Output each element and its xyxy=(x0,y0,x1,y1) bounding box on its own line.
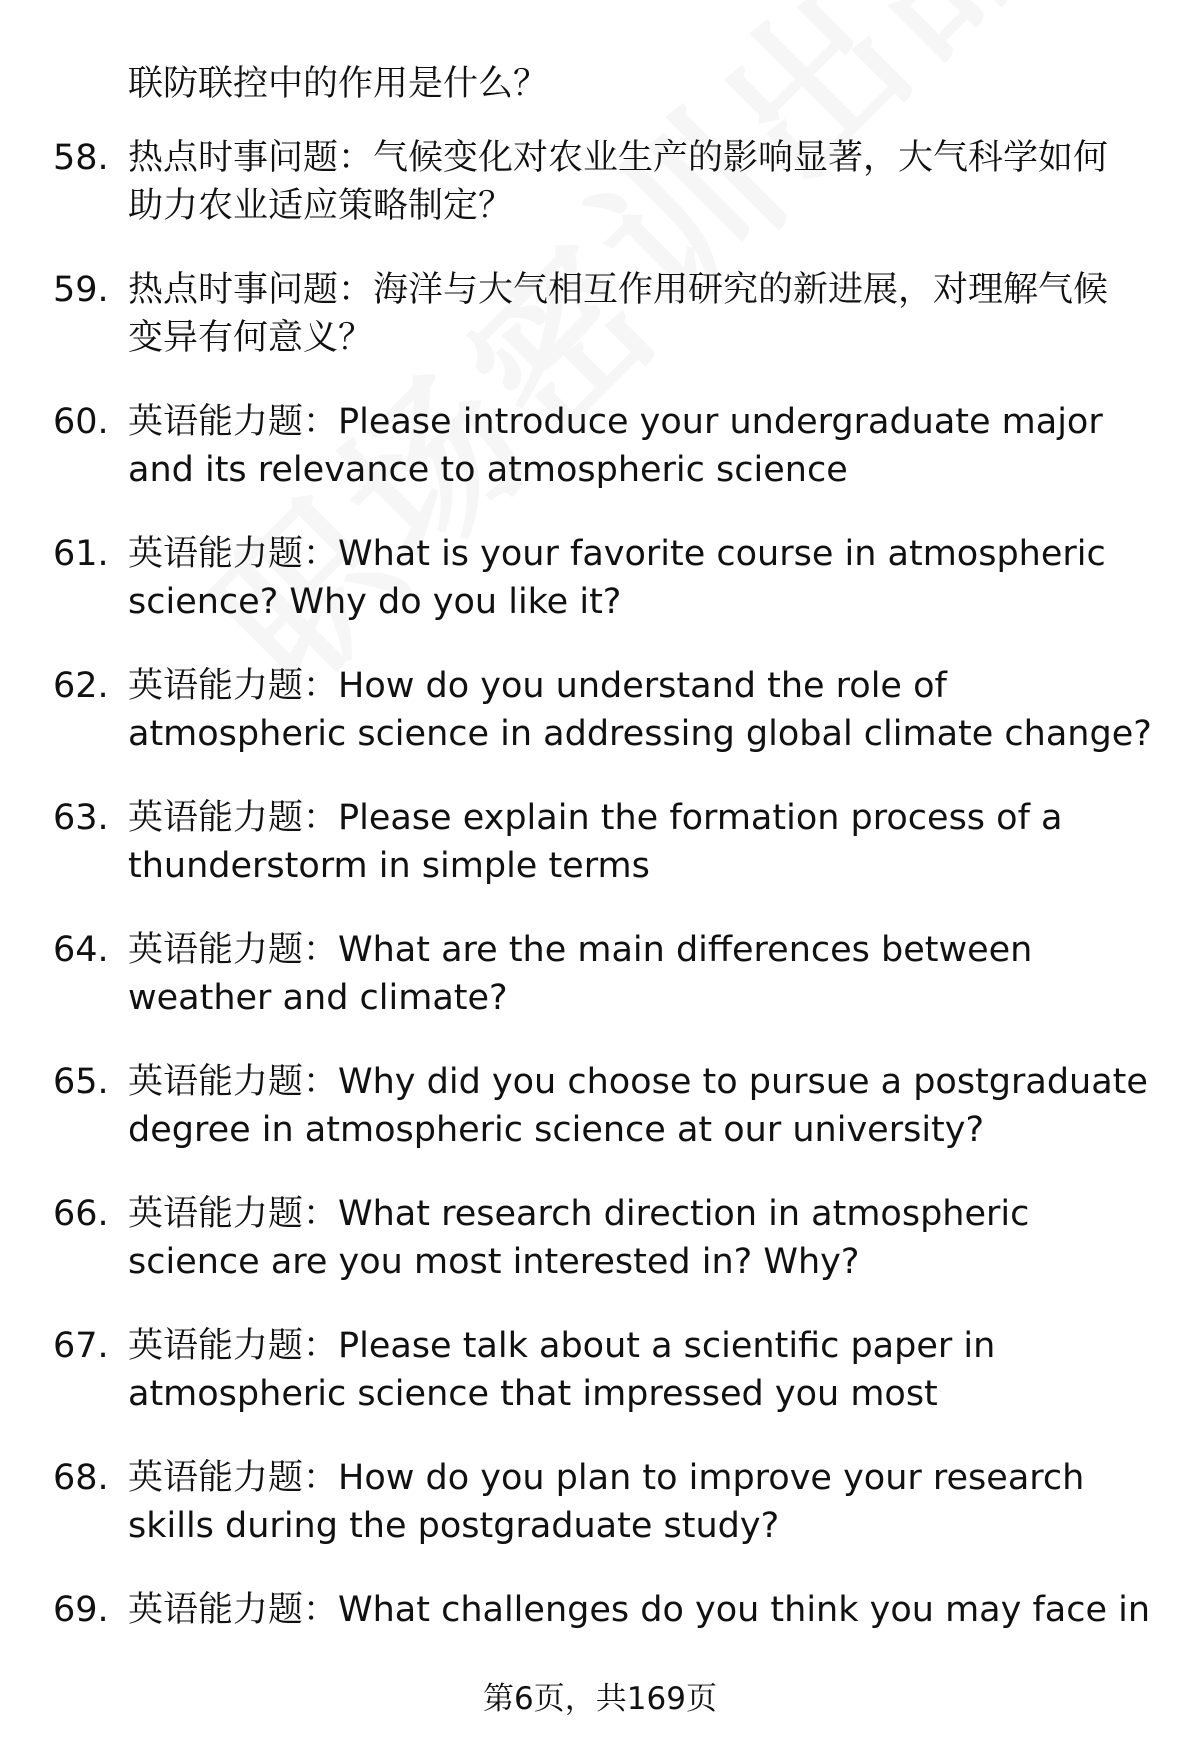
question-61 xyxy=(0,530,1200,626)
question-text-line1: 热点时事问题：气候变化对农业生产的影响显著，大气科学如何 xyxy=(128,138,1109,178)
question-66 xyxy=(0,1190,1200,1286)
question-number: 58. xyxy=(53,138,109,178)
question-text-line1: 英语能力题：What research direction in atmospheric xyxy=(128,1194,1030,1234)
question-69 xyxy=(0,1586,1200,1634)
question-number: 60. xyxy=(53,402,109,442)
question-text-line1: 英语能力题：Please introduce your undergraduate major xyxy=(128,402,1103,442)
question-text-line1: 英语能力题：What are the main differences between xyxy=(128,930,1033,970)
question-text-line2: atmospheric science in addressing global climate change? xyxy=(128,714,1152,754)
question-number: 63. xyxy=(53,798,109,838)
question-text-line2: skills during the postgraduate study? xyxy=(128,1506,780,1546)
question-text-line2: degree in atmospheric science at our university? xyxy=(128,1110,985,1150)
question-number: 69. xyxy=(53,1590,109,1630)
question-58 xyxy=(0,134,1200,230)
question-65 xyxy=(0,1058,1200,1154)
question-text-line2: and its relevance to atmospheric science xyxy=(128,450,848,490)
page-footer: 第6页，共169页 xyxy=(483,1681,717,1717)
question-text-line1: 英语能力题：How do you understand the role of xyxy=(128,666,947,706)
question-59 xyxy=(0,266,1200,362)
question-67 xyxy=(0,1322,1200,1418)
question-text-line1: 英语能力题：Please explain the formation process of a xyxy=(128,798,1063,838)
question-text-line2: science are you most interested in? Why? xyxy=(128,1242,860,1282)
question-text-line1: 英语能力题：Why did you choose to pursue a postgraduate xyxy=(128,1062,1148,1102)
question-text-line2: 变异有何意义？ xyxy=(128,318,374,358)
question-64 xyxy=(0,926,1200,1022)
question-text-line1: 英语能力题：What challenges do you think you may face in xyxy=(128,1590,1151,1630)
question-62 xyxy=(0,662,1200,758)
question-text-line1: 英语能力题：What is your favorite course in atmospheric xyxy=(128,534,1106,574)
question-number: 61. xyxy=(53,534,109,574)
question-number: 62. xyxy=(53,666,109,706)
question-text-line2: atmospheric science that impressed you most xyxy=(128,1374,938,1414)
question-text-line2: 助力农业适应策略制定？ xyxy=(128,186,514,226)
question-text-line1: 英语能力题：Please talk about a scientific paper in xyxy=(128,1326,996,1366)
question-number: 66. xyxy=(53,1194,109,1234)
question-number: 67. xyxy=(53,1326,109,1366)
question-number: 64. xyxy=(53,930,109,970)
question-63 xyxy=(0,794,1200,890)
question-text-line1: 英语能力题：How do you plan to improve your research xyxy=(128,1458,1085,1498)
question-68 xyxy=(0,1454,1200,1550)
continuation-text: 联防联控中的作用是什么？ xyxy=(128,64,549,104)
question-text-line2: thunderstorm in simple terms xyxy=(128,846,650,886)
question-number: 68. xyxy=(53,1458,109,1498)
question-text-line2: weather and climate? xyxy=(128,978,508,1018)
question-number: 59. xyxy=(53,270,109,310)
question-60 xyxy=(0,398,1200,494)
question-number: 65. xyxy=(53,1062,109,1102)
question-text-line1: 热点时事问题：海洋与大气相互作用研究的新进展，对理解气候 xyxy=(128,270,1109,310)
question-text-line2: science? Why do you like it? xyxy=(128,582,622,622)
